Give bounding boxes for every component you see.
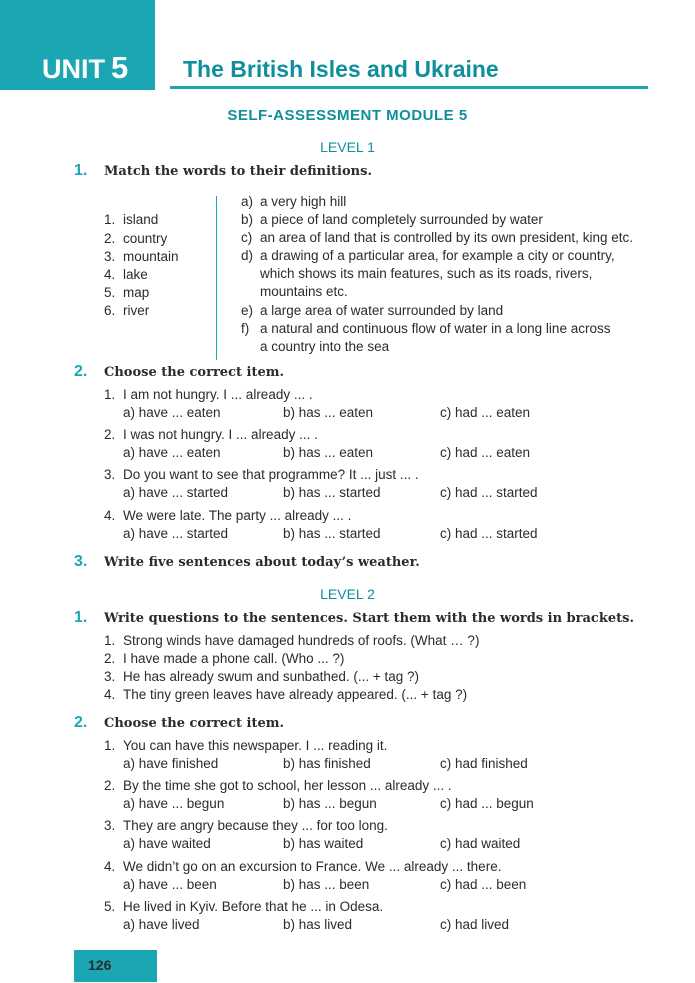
question-item: 1. I am not hungry. I ... already ... .	[104, 387, 313, 402]
definition-item: d) a drawing of a particular area, for example a city or country,	[241, 248, 615, 263]
question-item: 1. You can have this newspaper. I ... reading it.	[104, 738, 388, 753]
column-divider	[216, 196, 217, 360]
word-item: 5. map	[104, 285, 150, 300]
definition-continuation: mountains etc.	[260, 284, 348, 299]
option-b: b) has waited	[283, 836, 364, 851]
word-item: 2. country	[104, 231, 168, 246]
option-b: b) has ... started	[283, 526, 381, 541]
question-item: 2. I have made a phone call. (Who ... ?)	[104, 651, 345, 666]
question-item: 4. We didn’t go on an excursion to France. We ... already ... there.	[104, 859, 502, 874]
question-item: 2. I was not hungry. I ... already ... .	[104, 427, 318, 442]
task-number: 1.	[74, 162, 88, 179]
option-c: c) had ... eaten	[440, 405, 531, 420]
option-a: a) have finished	[123, 756, 219, 771]
option-b: b) has ... eaten	[283, 405, 374, 420]
question-item: 3. He has already swum and sunbathed. (... + tag ?)	[104, 669, 420, 684]
option-a: a) have lived	[123, 917, 200, 932]
option-b: b) has ... eaten	[283, 445, 374, 460]
word-item: 1. island	[104, 212, 159, 227]
option-c: c) had ... begun	[440, 796, 534, 811]
definition-item: a) a very high hill	[241, 194, 347, 209]
task-instruction: Choose the correct item.	[104, 716, 285, 731]
option-a: a) have ... been	[123, 877, 217, 892]
definition-continuation: which shows its main features, such as its roads, rivers,	[260, 266, 593, 281]
definition-continuation: a country into the sea	[260, 339, 390, 354]
question-item: 4. We were late. The party ... already ... .	[104, 508, 352, 523]
option-a: a) have ... started	[123, 526, 229, 541]
task-number: 2.	[74, 714, 88, 731]
option-c: c) had ... started	[440, 526, 538, 541]
option-c: c) had ... eaten	[440, 445, 531, 460]
option-a: a) have ... eaten	[123, 405, 221, 420]
option-c: c) had ... started	[440, 485, 538, 500]
option-a: a) have waited	[123, 836, 211, 851]
option-a: a) have ... begun	[123, 796, 225, 811]
word-item: 3. mountain	[104, 249, 179, 264]
task-instruction: Write five sentences about today’s weather.	[104, 555, 420, 570]
title-underline	[170, 86, 648, 89]
definition-item: f) a natural and continuous flow of water in a long line across	[241, 321, 611, 336]
unit-label	[42, 50, 128, 86]
task-instruction: Write questions to the sentences. Start them with the words in brackets.	[104, 611, 634, 626]
word-item: 6. river	[104, 303, 150, 318]
level-2-heading: LEVEL 2	[320, 586, 375, 602]
page-number-box	[74, 950, 157, 982]
question-item: 1. Strong winds have damaged hundreds of roofs. (What … ?)	[104, 633, 480, 648]
option-b: b) has finished	[283, 756, 371, 771]
task-number: 2.	[74, 363, 88, 380]
unit-word: UNIT	[42, 54, 105, 84]
level-1-heading: LEVEL 1	[320, 139, 375, 155]
task-instruction: Choose the correct item.	[104, 365, 285, 380]
module-title: SELF-ASSESSMENT MODULE 5	[227, 107, 468, 124]
question-item: 5. He lived in Kyiv. Before that he ... in Odesa.	[104, 899, 384, 914]
option-c: c) had lived	[440, 917, 510, 932]
question-item: 4. The tiny green leaves have already appeared. (... + tag ?)	[104, 687, 468, 702]
definition-item: e) a large area of water surrounded by land	[241, 303, 504, 318]
question-item: 3. Do you want to see that programme? It ... just ... .	[104, 467, 419, 482]
option-b: b) has lived	[283, 917, 353, 932]
option-b: b) has ... been	[283, 877, 370, 892]
option-b: b) has ... started	[283, 485, 381, 500]
option-c: c) had waited	[440, 836, 521, 851]
option-c: c) had ... been	[440, 877, 527, 892]
task-instruction: Match the words to their definitions.	[104, 164, 372, 179]
page-number: 126	[88, 957, 112, 973]
question-item: 2. By the time she got to school, her lesson ... already ... .	[104, 778, 452, 793]
word-item: 4. lake	[104, 267, 148, 282]
option-b: b) has ... begun	[283, 796, 377, 811]
option-a: a) have ... started	[123, 485, 229, 500]
definition-item: b) a piece of land completely surrounded by water	[241, 212, 543, 227]
option-c: c) had finished	[440, 756, 528, 771]
page-title: The British Isles and Ukraine	[183, 56, 499, 82]
task-number: 3.	[74, 553, 88, 570]
question-item: 3. They are angry because they ... for too long.	[104, 818, 388, 833]
task-number: 1.	[74, 609, 88, 626]
definition-item: c) an area of land that is controlled by its own president, king etc.	[241, 230, 633, 245]
option-a: a) have ... eaten	[123, 445, 221, 460]
unit-number: 5	[111, 50, 129, 85]
